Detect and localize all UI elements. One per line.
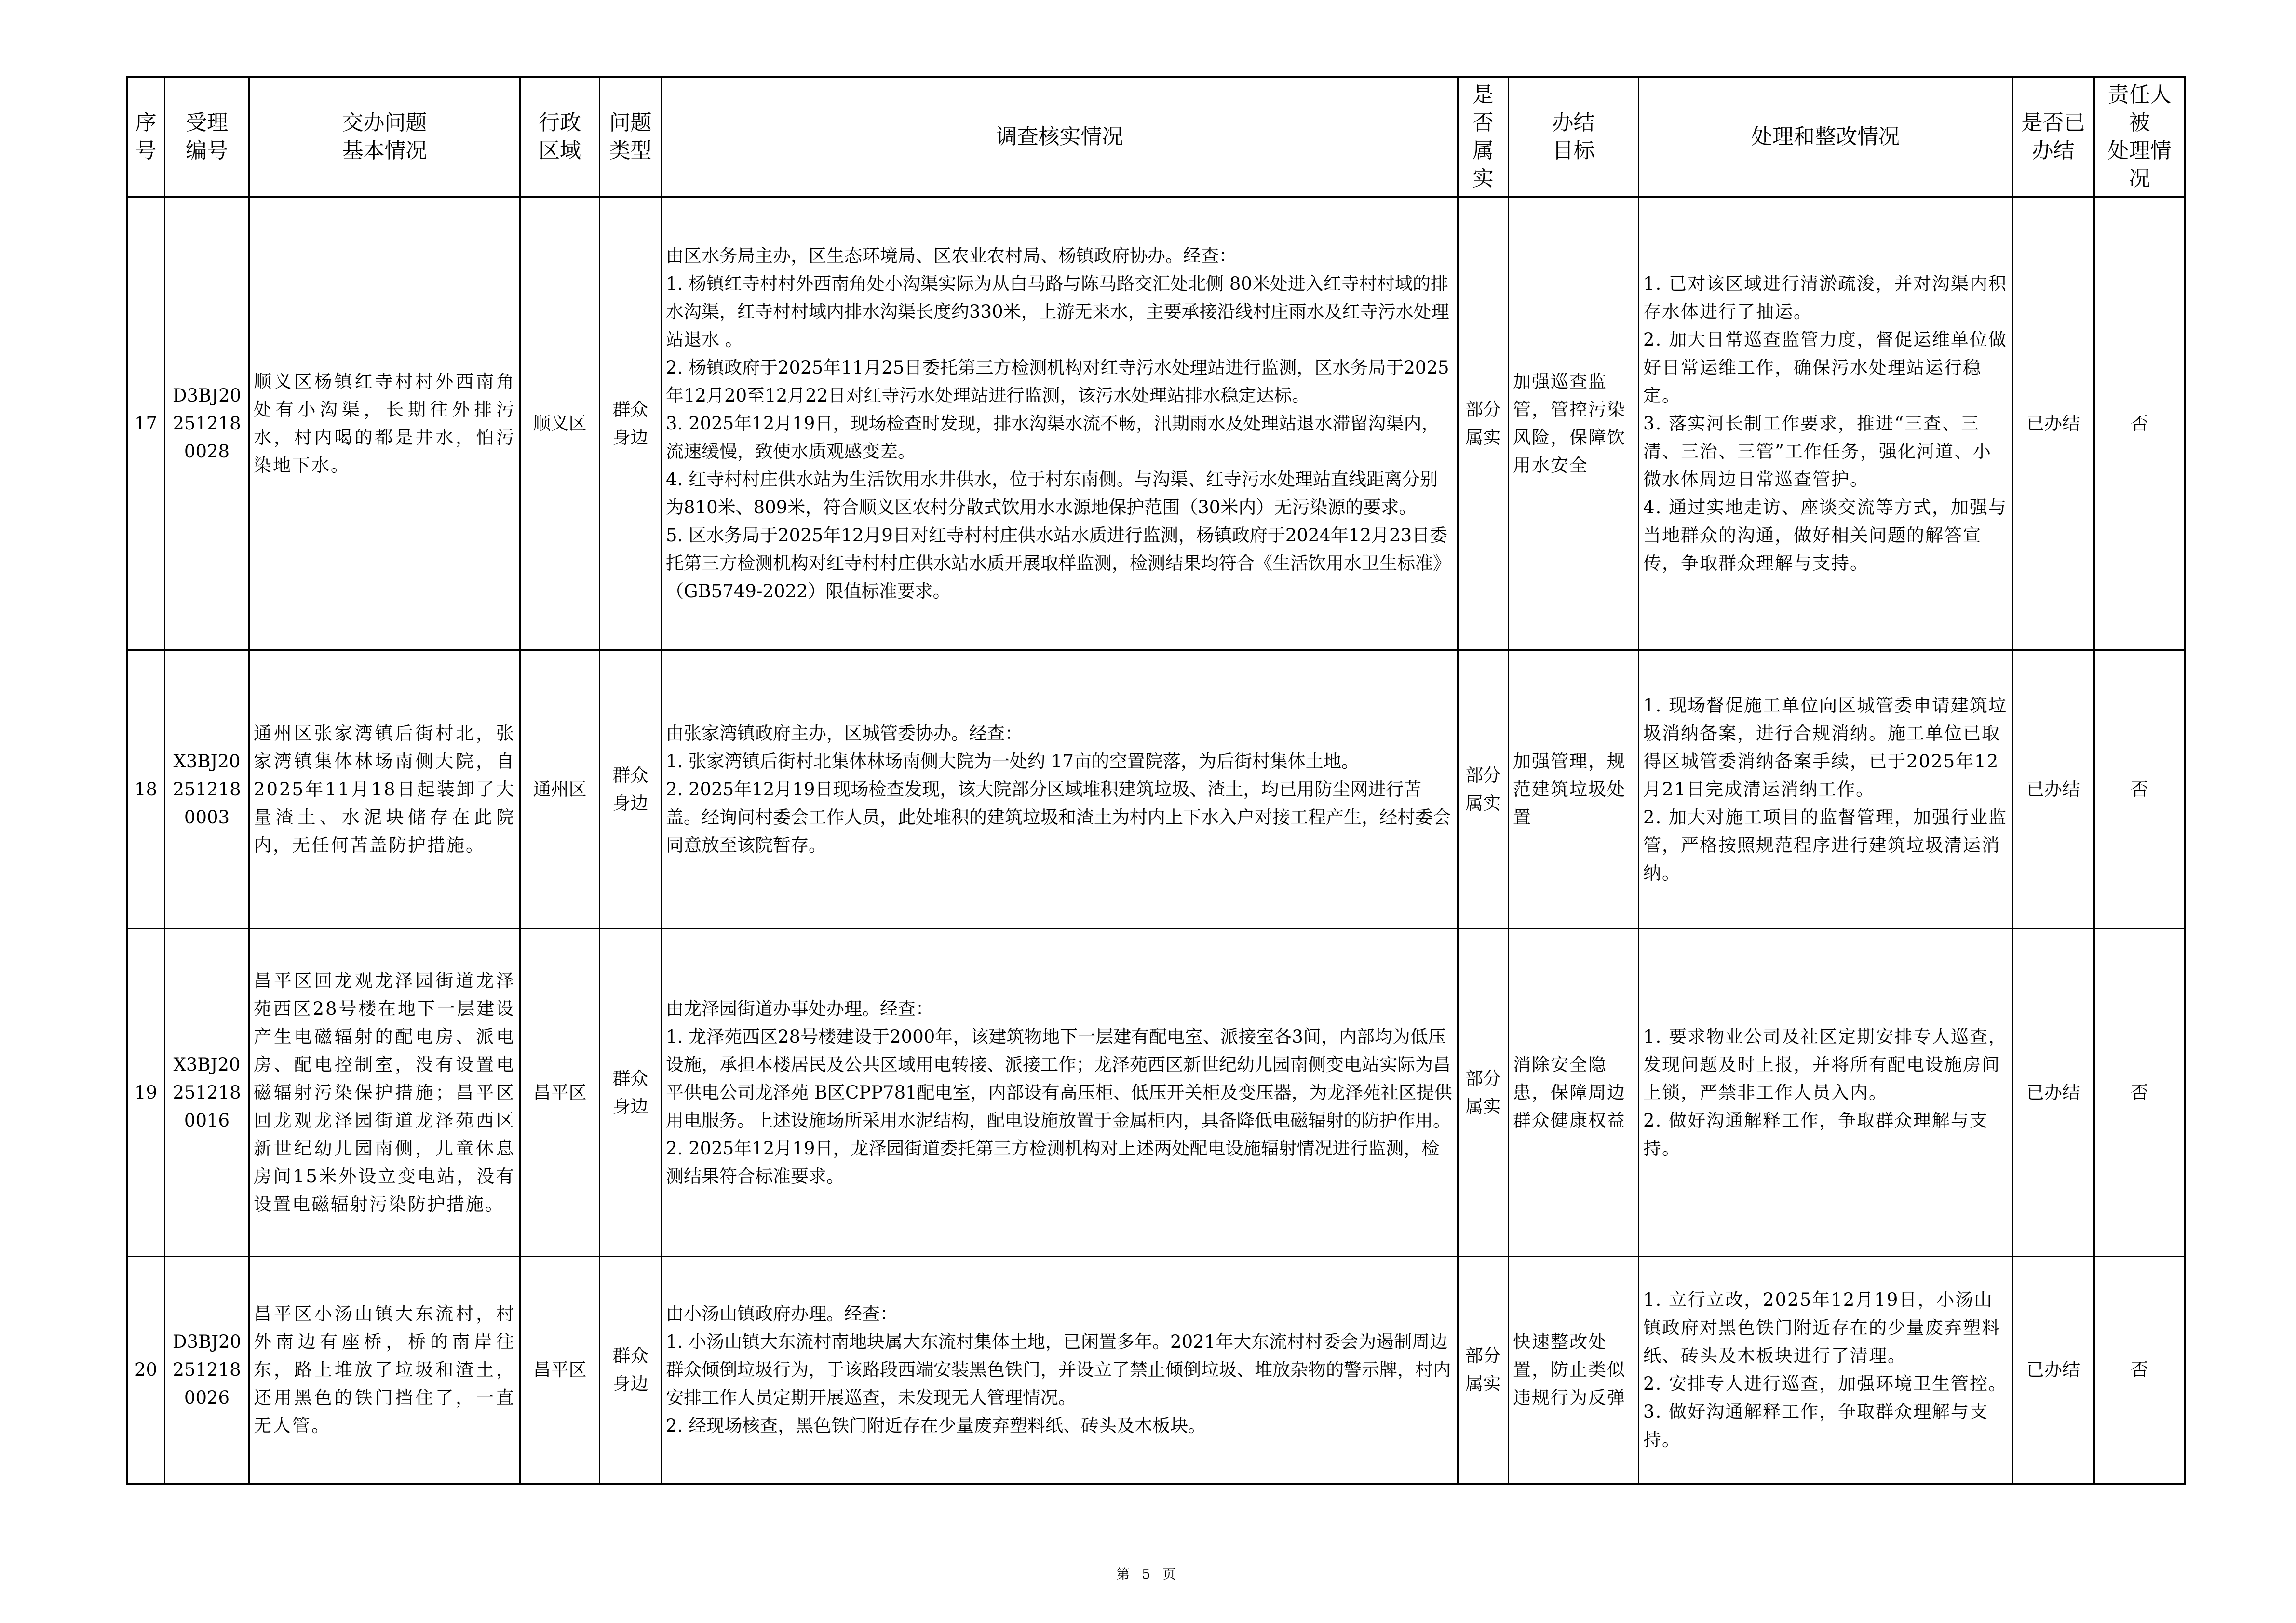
cell-goal: 加强巡查监管，管控污染风险，保障饮用水安全 — [1509, 197, 1639, 650]
cell-region: 昌平区 — [520, 929, 600, 1257]
cell-accountability: 否 — [2094, 1257, 2185, 1484]
cell-investigation: 由龙泽园街道办事处办理。经查： 1. 龙泽苑西区28号楼建设于2000年，该建筑物地下一层建有配电室、派接室各3间，内部均为低压设施，承担本楼居民及公共区域用电转接、派接工作；龙泽苑西区新世纪幼儿园南侧变电站实际为昌平供电公司龙泽苑 B区CPP781配电室，内部设有高压柜、低压开关柜及变压器，为龙泽苑社区提供用电服务。上述设施场所采用水泥结构，配电设施放置于金属柜内，具备降低电磁辐射的防护作用。 2. 2025年12月19日，龙泽园街道委托第三方检测机构对上述两处配电设施辐射情况进行监测，检测结果符合标准要求。 — [662, 929, 1458, 1257]
header-investigation: 调查核实情况 — [662, 77, 1458, 197]
cell-goal: 加强管理，规范建筑垃圾处置 — [1509, 650, 1639, 929]
cell-completed: 已办结 — [2012, 197, 2094, 650]
cell-type: 群众 身边 — [600, 650, 662, 929]
header-goal: 办结 目标 — [1509, 77, 1639, 197]
cell-id: D3BJ20 251218 0026 — [165, 1257, 249, 1484]
cell-type: 群众 身边 — [600, 929, 662, 1257]
cell-completed: 已办结 — [2012, 650, 2094, 929]
header-type: 问题 类型 — [600, 77, 662, 197]
header-region: 行政 区域 — [520, 77, 600, 197]
cell-investigation: 由小汤山镇政府办理。经查： 1. 小汤山镇大东流村南地块属大东流村集体土地，已闲置多年。2021年大东流村村委会为遏制周边群众倾倒垃圾行为，于该路段西端安装黑色铁门，并设立了禁止倾倒垃圾、堆放杂物的警示牌，村内安排工作人员定期开展巡查，未发现无人管理情况。 2. 经现场核查，黑色铁门附近存在少量废弃塑料纸、砖头及木板块。 — [662, 1257, 1458, 1484]
table-row — [127, 1257, 2185, 1484]
cell-issue: 通州区张家湾镇后街村北，张家湾镇集体林场南侧大院，自2025年11月18日起装卸了大量渣土、水泥块储存在此院内，无任何苫盖防护措施。 — [249, 650, 520, 929]
cell-goal: 快速整改处置，防止类似违规行为反弹 — [1509, 1257, 1639, 1484]
cell-investigation: 由张家湾镇政府主办，区城管委协办。经查： 1. 张家湾镇后街村北集体林场南侧大院为一处约 17亩的空置院落，为后街村集体土地。 2. 2025年12月19日现场检查发现，该大院部分区域堆积建筑垃圾、渣土，均已用防尘网进行苫盖。经询问村委会工作人员，此处堆积的建筑垃圾和渣土为村内上下水入户对接工程产生，经村委会同意放至该院暂存。 — [662, 650, 1458, 929]
header-issue: 交办问题 基本情况 — [249, 77, 520, 197]
header-row — [127, 77, 2185, 197]
header-handling: 处理和整改情况 — [1639, 77, 2012, 197]
cell-region: 昌平区 — [520, 1257, 600, 1484]
table-row — [127, 650, 2185, 929]
cell-verified: 部分 属实 — [1458, 929, 1509, 1257]
cell-accountability: 否 — [2094, 929, 2185, 1257]
cell-completed: 已办结 — [2012, 929, 2094, 1257]
cell-id: D3BJ20 251218 0028 — [165, 197, 249, 650]
cell-handling: 1. 已对该区域进行清淤疏浚，并对沟渠内积存水体进行了抽运。 2. 加大日常巡查监管力度，督促运维单位做好日常运维工作，确保污水处理站运行稳定。 3. 落实河长制工作要求，推进“三查、三清、三治、三管”工作任务，强化河道、小微水体周边日常巡查管护。 4. 通过实地走访、座谈交流等方式，加强与当地群众的沟通，做好相关问题的解答宣传，争取群众理解与支持。 — [1639, 197, 2012, 650]
cell-handling: 1. 要求物业公司及社区定期安排专人巡查，发现问题及时上报，并将所有配电设施房间上锁，严禁非工作人员入内。 2. 做好沟通解释工作，争取群众理解与支持。 — [1639, 929, 2012, 1257]
cell-region: 顺义区 — [520, 197, 600, 650]
cell-handling: 1. 现场督促施工单位向区城管委申请建筑垃圾消纳备案，进行合规消纳。施工单位已取得区城管委消纳备案手续，已于2025年12月21日完成清运消纳工作。 2. 加大对施工项目的监督管理，加强行业监管，严格按照规范程序进行建筑垃圾清运消纳。 — [1639, 650, 2012, 929]
cell-issue: 昌平区回龙观龙泽园街道龙泽苑西区28号楼在地下一层建设产生电磁辐射的配电房、派电房、配电控制室，没有设置电磁辐射污染保护措施；昌平区回龙观龙泽园街道龙泽苑西区新世纪幼儿园南侧，儿童休息房间15米外设立变电站，没有设置电磁辐射污染防护措施。 — [249, 929, 520, 1257]
cell-id: X3BJ20 251218 0016 — [165, 929, 249, 1257]
cell-num: 20 — [127, 1257, 165, 1484]
cell-issue: 昌平区小汤山镇大东流村，村外南边有座桥，桥的南岸往东，路上堆放了垃圾和渣土，还用黑色的铁门挡住了，一直无人管。 — [249, 1257, 520, 1484]
cell-completed: 已办结 — [2012, 1257, 2094, 1484]
cell-num: 19 — [127, 929, 165, 1257]
cell-issue: 顺义区杨镇红寺村村外西南角处有小沟渠，长期往外排污水，村内喝的都是井水，怕污染地下水。 — [249, 197, 520, 650]
cell-region: 通州区 — [520, 650, 600, 929]
cell-type: 群众 身边 — [600, 1257, 662, 1484]
page-number: 第 5 页 — [1116, 1566, 1180, 1582]
complaint-handling-table — [126, 76, 2186, 1485]
cell-verified: 部分 属实 — [1458, 650, 1509, 929]
header-accountability: 责任人被 处理情况 — [2094, 77, 2185, 197]
cell-investigation: 由区水务局主办，区生态环境局、区农业农村局、杨镇政府协办。经查： 1. 杨镇红寺村村外西南角处小沟渠实际为从白马路与陈马路交汇处北侧 80米处进入红寺村村域的排水沟渠，红寺村村域内排水沟渠长度约330米，上游无来水，主要承接沿线村庄雨水及红寺污水处理站退水 。 2. 杨镇政府于2025年11月25日委托第三方检测机构对红寺污水处理站进行监测，区水务局于2025年12月20至12月22日对红寺污水处理站进行监测，该污水处理站排水稳定达标。 3. 2025年12月19日，现场检查时发现，排水沟渠水流不畅，汛期雨水及处理站退水滞留沟渠内，流速缓慢，致使水质观感变差。 4. 红寺村村庄供水站为生活饮用水井供水，位于村东南侧。与沟渠、红寺污水处理站直线距离分别为810米、809米，符合顺义区农村分散式饮用水水源地保护范围（30米内）无污染源的要求。 5. 区水务局于2025年12月9日对红寺村村庄供水站水质进行监测，杨镇政府于2024年12月23日委托第三方检测机构对红寺村村庄供水站水质开展取样监测，检测结果均符合《生活饮用水卫生标准》（GB5749-2022）限值标准要求。 — [662, 197, 1458, 650]
cell-num: 17 — [127, 197, 165, 650]
header-num: 序 号 — [127, 77, 165, 197]
cell-goal: 消除安全隐患，保障周边群众健康权益 — [1509, 929, 1639, 1257]
cell-handling: 1. 立行立改，2025年12月19日，小汤山镇政府对黑色铁门附近存在的少量废弃塑料纸、砖头及木板块进行了清理。 2. 安排专人进行巡查，加强环境卫生管控。 3. 做好沟通解释工作，争取群众理解与支持。 — [1639, 1257, 2012, 1484]
cell-id: X3BJ20 251218 0003 — [165, 650, 249, 929]
cell-accountability: 否 — [2094, 650, 2185, 929]
cell-accountability: 否 — [2094, 197, 2185, 650]
cell-type: 群众 身边 — [600, 197, 662, 650]
header-verified: 是否 属实 — [1458, 77, 1509, 197]
cell-num: 18 — [127, 650, 165, 929]
cell-verified: 部分 属实 — [1458, 197, 1509, 650]
table-row — [127, 929, 2185, 1257]
cell-verified: 部分 属实 — [1458, 1257, 1509, 1484]
header-completed: 是否已 办结 — [2012, 77, 2094, 197]
table-row — [127, 197, 2185, 650]
header-id: 受理 编号 — [165, 77, 249, 197]
